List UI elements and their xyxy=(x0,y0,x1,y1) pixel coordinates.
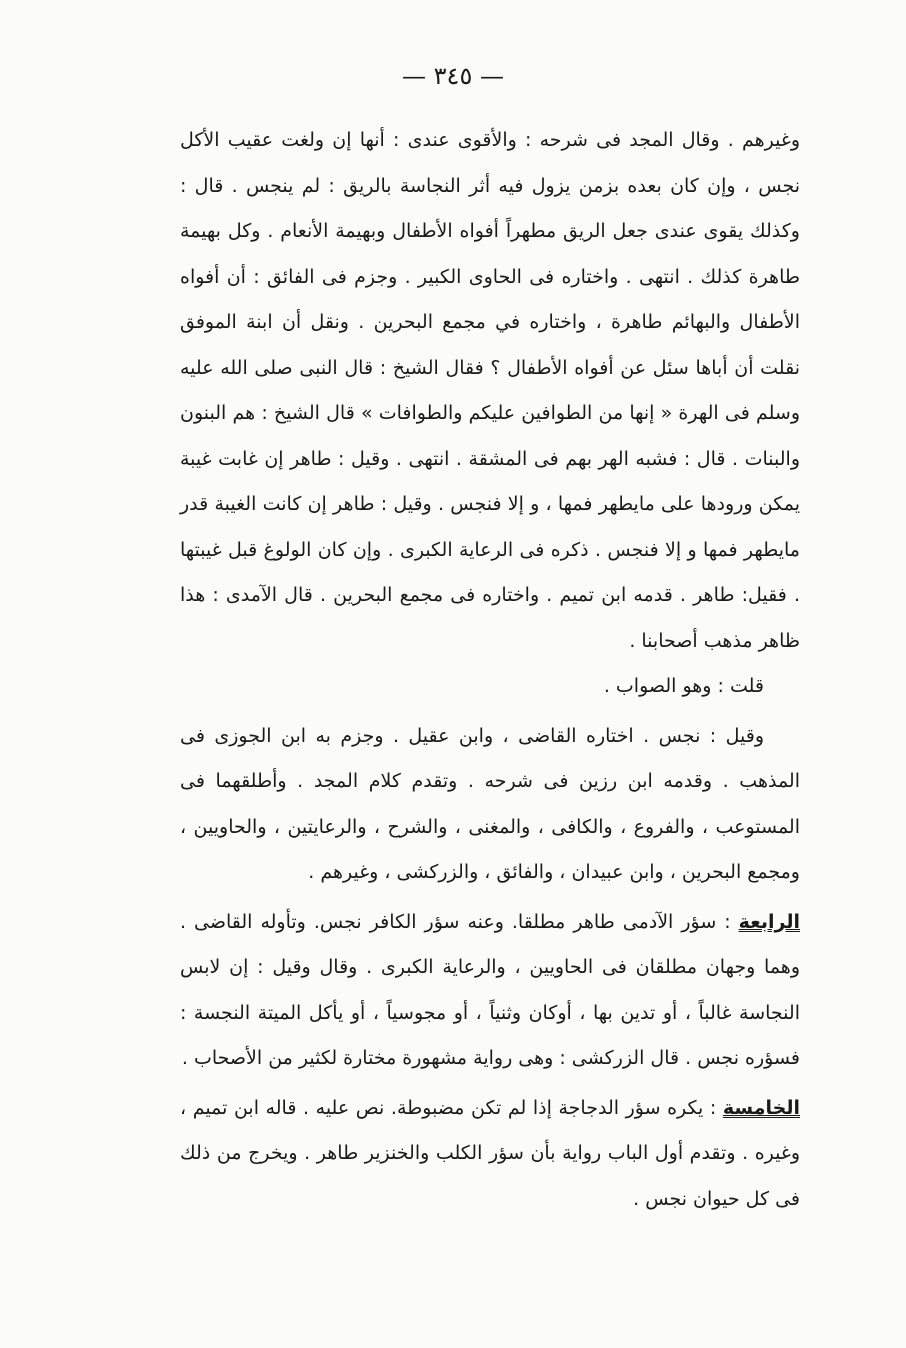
paragraph-khamisa xyxy=(180,1086,800,1223)
paragraph-2: قلت : وهو الصواب . xyxy=(603,675,764,697)
body-text xyxy=(180,118,800,1222)
rabia-text: : سؤر الآدمى طاهر مطلقا. وعنه سؤر الكافر نجس. وتأوله القاضى . وهما وجهان مطلقان فى الحاويين ، والرعاية الكبرى . وقال وقيل : إن لابس النجاسة غالباً ، أو تدين بها ، أوكان وثنياً ، أو مجوسياً ، أو يأكل الميتة النجسة : فسؤره نجس . قال الزركشى : وهى رواية مشهورة مختارة لكثير من الأصحاب . xyxy=(180,910,800,1069)
rabia-label: الرابعة xyxy=(738,910,800,933)
paragraph-3: وقيل : نجس . اختاره القاضى ، وابن عقيل . وجزم به ابن الجوزى فى المذهب . وقدمه ابن رزين فى شرحه . وتقدم كلام المجد . وأطلقهما فى المستوعب ، والفروع ، والكافى ، والمغنى ، والشرح ، والرعايتين ، والحاويين ، ومجمع البحرين ، وابن عبيدان ، والفائق ، والزركشى ، وغيرهم . xyxy=(180,724,800,883)
paragraph-1: وغيرهم . وقال المجد فى شرحه : والأقوى عندى : أنها إن ولغت عقيب الأكل نجس ، وإن كان بعده بزمن يزول فيه أثر النجاسة بالريق : لم ينجس . قال : وكذلك يقوى عندى جعل الريق مطهراً أفواه الأطفال وبهيمة الأنعام . وكل بهيمة طاهرة كذلك . انتهى . واختاره فى الحاوى الكبير . وجزم فى الفائق : أن أفواه الأطفال والبهائم طاهرة ، واختاره في مجمع البحرين . ونقل أن ابنة الموفق نقلت أن أباها سئل عن أفواه الأطفال ؟ فقال الشيخ : قال النبى صلى الله عليه وسلم فى الهرة « إنها من الطوافين عليكم والطوافات » قال الشيخ : هم البنون والبنات . قال : فشبه الهر بهم فى المشقة . انتهى . وقيل : طاهر إن غابت غيبة يمكن ورودها على مايطهر فمها ، و إلا فنجس . وقيل : طاهر إن كانت الغيبة قدر مايطهر فمها و إلا فنجس . ذكره فى الرعاية الكبرى . وإن كان الولوغ قبل غيبتها . فقيل: طاهر . قدمه ابن تميم . واختاره فى مجمع البحرين . قال الآمدى : هذا ظاهر مذهب أصحابنا . xyxy=(180,129,800,652)
khamisa-label: الخامسة xyxy=(722,1096,800,1119)
khamisa-text: : يكره سؤر الدجاجة إذا لم تكن مضبوطة. نص عليه . قاله ابن تميم ، وغيره . وتقدم أول الباب رواية بأن سؤر الكلب والخنزير طاهر . ويخرج من ذلك فى كل حيوان نجس . xyxy=(180,1096,800,1210)
page-number: — ٣٤٥ — xyxy=(402,62,504,90)
paragraph-rabia xyxy=(180,900,800,1082)
